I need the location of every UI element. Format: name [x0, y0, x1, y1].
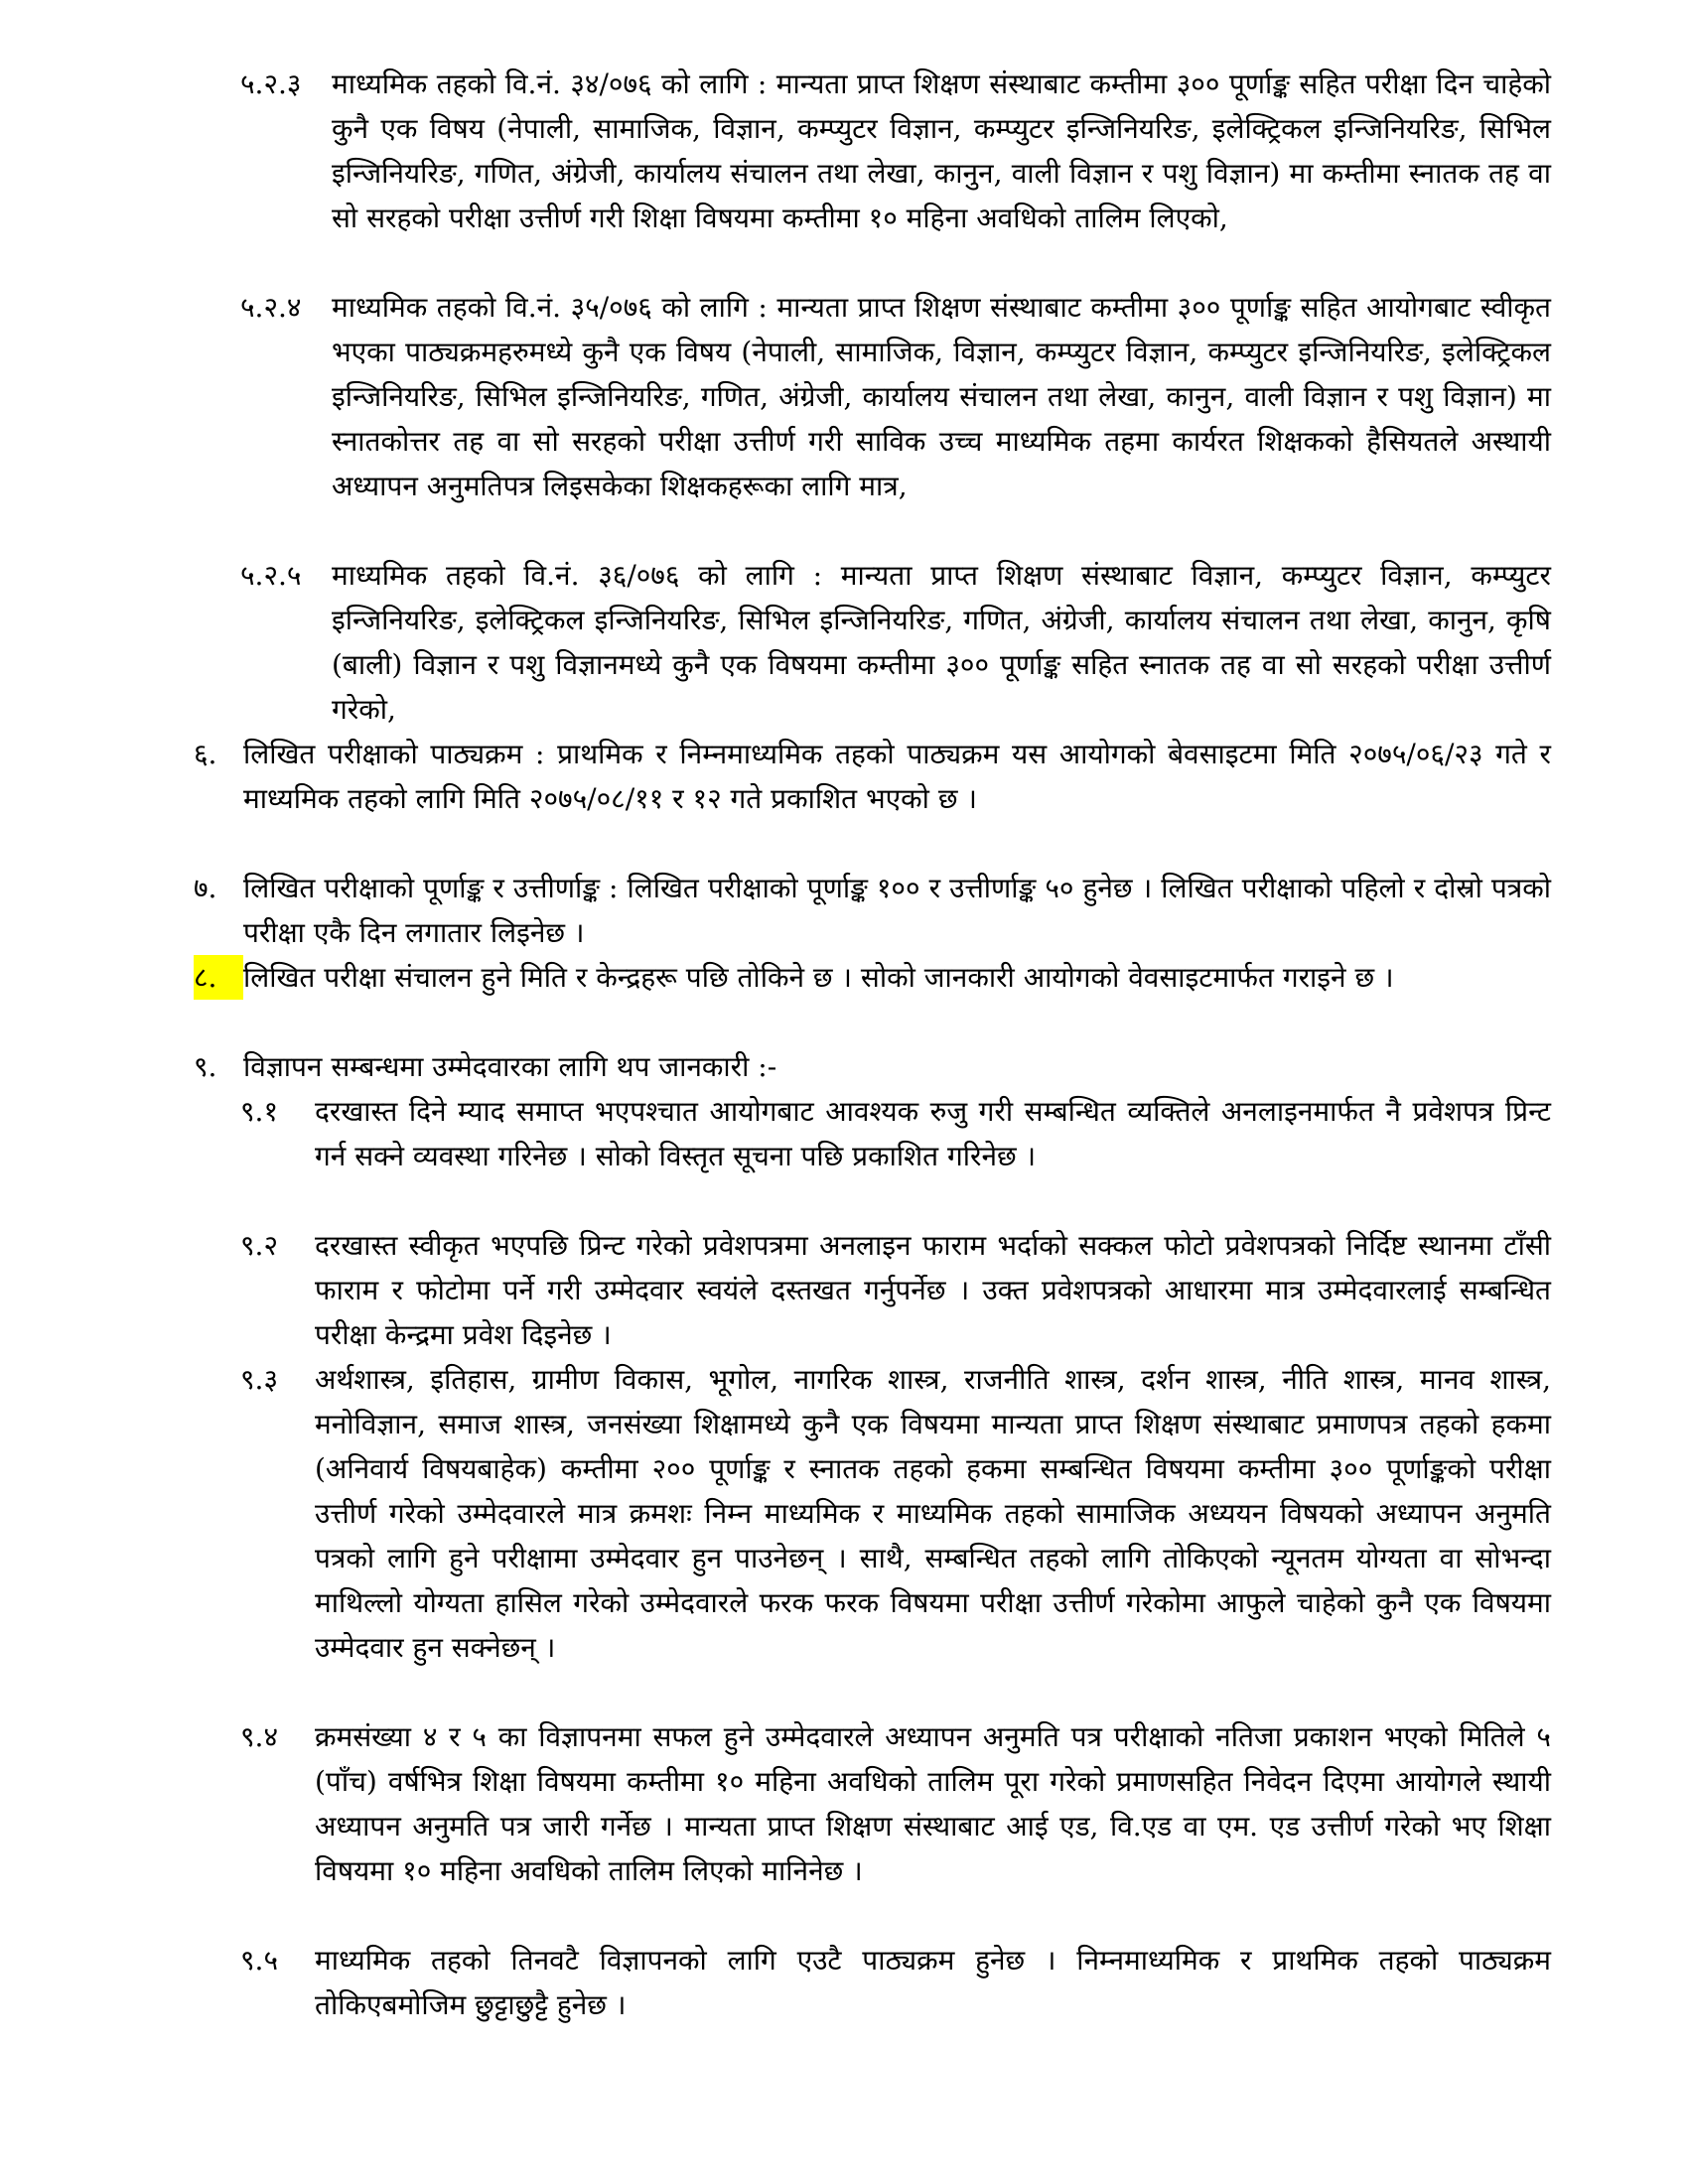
section-text: लिखित परीक्षा संचालन हुने मिति र केन्द्रहरू पछि तोकिने छ । सोको जानकारी आयोगको वेवसाइटमार्फत गराइने छ ।	[243, 961, 1394, 994]
subsection-text: दरखास्त दिने म्याद समाप्त भएपश्चात आयोगबाट आवश्यक रुजु गरी सम्बन्धित व्यक्तिले अनलाइनमार्फत नै प्रवेशपत्र प्रिन्ट गर्न सक्ने व्यवस्था गरिनेछ । सोको विस्तृत सूचना पछि प्रकाशित गरिनेछ ।	[315, 1095, 1551, 1172]
section-text: विज्ञापन सम्बन्धमा उम्मेदवारका लागि थप जानकारी :-	[243, 1050, 777, 1083]
subsection-text: अर्थशास्त्र, इतिहास, ग्रामीण विकास, भूगोल, नागरिक शास्त्र, राजनीति शास्त्र, दर्शन शास्त्र, नीति शास्त्र, मानव शास्त्र, मनोविज्ञान, समाज शास्त्र, जनसंख्या शिक्षामध्ये कुनै एक विषयमा मान्यता प्राप्त शिक्षण संस्थाबाट प्रमाणपत्र तहको हकमा (अनिवार्य विषयबाहेक) कम्तीमा २०० पूर्णाङ्क र स्नातक तहको हकमा सम्बन्धित विषयमा कम्तीमा ३०० पूर्णाङ्कको परीक्षा उत्तीर्ण गरेको उम्मेदवारले मात्र क्रमशः निम्न माध्यमिक र माध्यमिक तहको सामाजिक अध्ययन विषयको अध्यापन अनुमति पत्रको लागि हुने परीक्षामा उम्मेदवार हुन पाउनेछन् । साथै, सम्बन्धित तहको लागि तोकिएको न्यूनतम योग्यता वा सोभन्दा माथिल्लो योग्यता हासिल गरेको उम्मेदवारले फरक फरक विषयमा परीक्षा उत्तीर्ण गरेकोमा आफुले चाहेको कुनै एक विषयमा उम्मेदवार हुन सक्नेछन् ।	[315, 1363, 1551, 1664]
clause-number: ५.२.४	[240, 291, 302, 324]
clause-text: माध्यमिक तहको वि.नं. ३५/०७६ को लागि : मान्यता प्राप्त शिक्षण संस्थाबाट कम्तीमा ३०० पूर्णाङ्क सहित आयोगबाट स्वीकृत भएका पाठ्यक्रमहरुमध्ये कुनै एक विषय (नेपाली, सामाजिक, विज्ञान, कम्प्युटर विज्ञान, कम्प्युटर इन्जिनियरिङ, इलेक्ट्रिकल इन्जिनियरिङ, सिभिल इन्जिनियरिङ, गणित, अंग्रेजी, कार्यालय संचालन तथा लेखा, कानुन, वाली विज्ञान र पशु विज्ञान) मा स्नातकोत्तर तह वा सो सरहको परीक्षा उत्तीर्ण गरी साविक उच्च माध्यमिक तहमा कार्यरत शिक्षकको हैसियतले अस्थायी अध्यापन अनुमतिपत्र लिइसकेका शिक्षकहरूका लागि मात्र,	[332, 291, 1551, 502]
subsection-number: ९.१	[240, 1095, 279, 1128]
subsection-9-4	[240, 1714, 1551, 1893]
subsection-9-1	[240, 1089, 1551, 1178]
subsection-text: दरखास्त स्वीकृत भएपछि प्रिन्ट गरेको प्रवेशपत्रमा अनलाइन फाराम भर्दाको सक्कल फोटो प्रवेशपत्रको निर्दिष्ट स्थानमा टाँसी फाराम र फोटोमा पर्ने गरी उम्मेदवार स्वयंले दस्तखत गर्नुपर्नेछ । उक्त प्रवेशपत्रको आधारमा मात्र उम्मेदवारलाई सम्बन्धित परीक्षा केन्द्रमा प्रवेश दिइनेछ ।	[315, 1229, 1551, 1351]
subsection-9-3	[240, 1357, 1551, 1670]
section-text: लिखित परीक्षाको पूर्णाङ्क र उत्तीर्णाङ्क : लिखित परीक्षाको पूर्णाङ्क १०० र उत्तीर्णाङ्क ५० हुनेछ । लिखित परीक्षाको पहिलो र दोस्रो पत्रको परीक्षा एकै दिन लगातार लिइनेछ ।	[243, 872, 1551, 949]
section-number: ७.	[194, 872, 217, 904]
section-text: लिखित परीक्षाको पाठ्यक्रम : प्राथमिक र निम्नमाध्यमिक तहको पाठ्यक्रम यस आयोगको बेवसाइटमा मिति २०७५/०६/२३ गते र माध्यमिक तहको लागि मिति २०७५/०८/११ र १२ गते प्रकाशित भएको छ ।	[243, 738, 1551, 815]
subsection-number: ९.३	[240, 1363, 279, 1396]
section-number: ६.	[194, 738, 217, 770]
clause-number: ५.२.५	[240, 559, 302, 592]
section-8	[194, 955, 1551, 1000]
section-9	[194, 1044, 1551, 1089]
section-7	[194, 866, 1551, 955]
clause-5-2-5	[240, 553, 1551, 732]
clause-number: ५.२.३	[240, 68, 302, 100]
subsection-9-2	[240, 1223, 1551, 1357]
clause-text: माध्यमिक तहको वि.नं. ३४/०७६ को लागि : मान्यता प्राप्त शिक्षण संस्थाबाट कम्तीमा ३०० पूर्णाङ्क सहित परीक्षा दिन चाहेको कुनै एक विषय (नेपाली, सामाजिक, विज्ञान, कम्प्युटर विज्ञान, कम्प्युटर इन्जिनियरिङ, इलेक्ट्रिकल इन्जिनियरिङ, सिभिल इन्जिनियरिङ, गणित, अंग्रेजी, कार्यालय संचालन तथा लेखा, कानुन, वाली विज्ञान र पशु विज्ञान) मा कम्तीमा स्नातक तह वा सो सरहको परीक्षा उत्तीर्ण गरी शिक्षा विषयमा कम्तीमा १० महिना अवधिको तालिम लिएको,	[332, 68, 1551, 234]
section-number: ९.	[194, 1050, 217, 1083]
subsection-text: माध्यमिक तहको तिनवटै विज्ञापनको लागि एउटै पाठ्यक्रम हुनेछ । निम्नमाध्यमिक र प्राथमिक तहको पाठ्यक्रम तोकिएबमोजिम छुट्टाछुट्टै हुनेछ ।	[315, 1944, 1551, 2021]
section-6	[194, 732, 1551, 821]
subsection-text: क्रमसंख्या ४ र ५ का विज्ञापनमा सफल हुने उम्मेदवारले अध्यापन अनुमति पत्र परीक्षाको नतिजा प्रकाशन भएको मितिले ५ (पाँच) वर्षभित्र शिक्षा विषयमा कम्तीमा १० महिना अवधिको तालिम पूरा गरेको प्रमाणसहित निवेदन दिएमा आयोगले स्थायी अध्यापन अनुमति पत्र जारी गर्नेछ । मान्यता प्राप्त शिक्षण संस्थाबाट आई एड, वि.एड वा एम. एड उत्तीर्ण गरेको भए शिक्षा विषयमा १० महिना अवधिको तालिम लिएको मानिनेछ ।	[315, 1720, 1551, 1887]
section-number-highlighted: ८.	[194, 955, 243, 1000]
subsection-number: ९.२	[240, 1229, 279, 1262]
subsection-number: ९.५	[240, 1944, 279, 1977]
subsection-number: ९.४	[240, 1720, 279, 1753]
subsection-9-5	[240, 1938, 1551, 2027]
clause-text: माध्यमिक तहको वि.नं. ३६/०७६ को लागि : मान्यता प्राप्त शिक्षण संस्थाबाट विज्ञान, कम्प्युटर विज्ञान, कम्प्युटर इन्जिनियरिङ, इलेक्ट्रिकल इन्जिनियरिङ, सिभिल इन्जिनियरिङ, गणित, अंग्रेजी, कार्यालय संचालन तथा लेखा, कानुन, कृषि (बाली) विज्ञान र पशु विज्ञानमध्ये कुनै एक विषयमा कम्तीमा ३०० पूर्णाङ्क सहित स्नातक तह वा सो सरहको परीक्षा उत्तीर्ण गरेको,	[332, 559, 1551, 726]
clause-5-2-4	[240, 285, 1551, 508]
clause-5-2-3	[240, 62, 1551, 240]
